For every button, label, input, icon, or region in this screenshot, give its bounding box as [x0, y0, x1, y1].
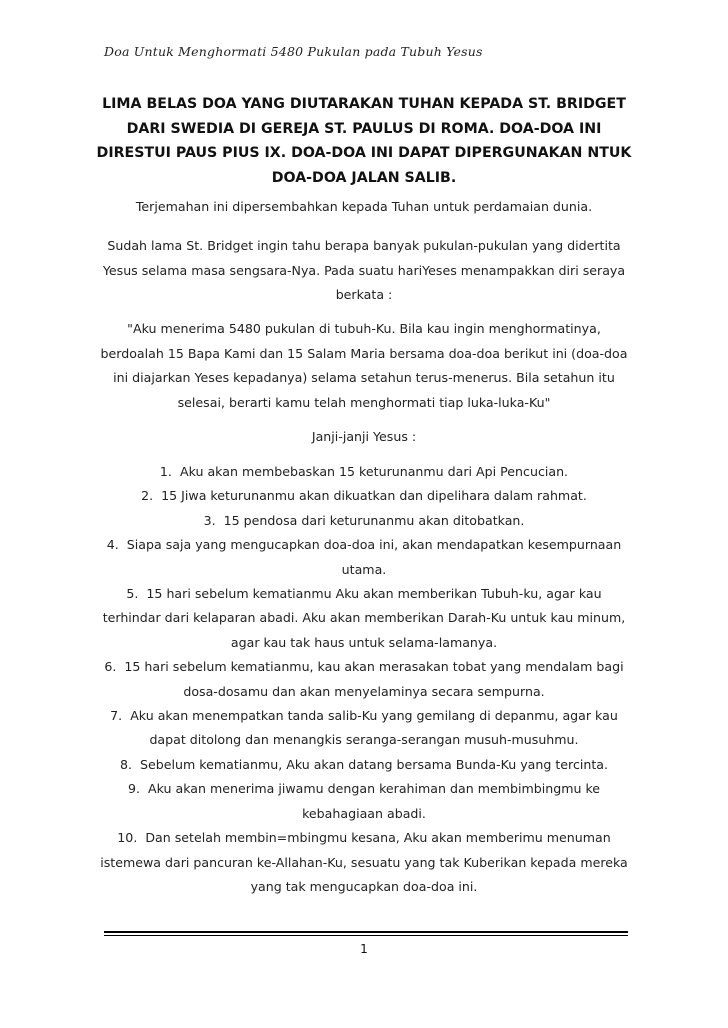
- list-item-text: 15 pendosa dari keturunanmu akan ditobatkan.: [223, 512, 525, 528]
- list-item: [100, 777, 628, 826]
- promises-title: Janji-janji Yesus :: [311, 429, 417, 444]
- list-item: [100, 460, 628, 484]
- page-number: 1: [360, 942, 368, 956]
- running-header: Doa Untuk Menghormati 5480 Pukulan pada Tubuh Yesus: [104, 44, 483, 59]
- list-item: [100, 655, 628, 704]
- list-item: [100, 533, 628, 582]
- list-item: [100, 582, 628, 655]
- list-item-text: 15 Jiwa keturunanmu akan dikuatkan dan dipelihara dalam rahmat.: [161, 488, 587, 504]
- list-item: [100, 509, 628, 533]
- list-item-number: 8.: [119, 756, 132, 772]
- list-item-text: Aku akan menempatkan tanda salib-Ku yang gemilang di depanmu, agar kau dapat ditolong dan menangkis seranga-serangan musuh-musuhmu.: [130, 708, 618, 748]
- list-item-number: 9.: [127, 781, 140, 797]
- list-item-number: 7.: [110, 708, 123, 724]
- list-item-number: 4.: [106, 537, 119, 553]
- list-item-number: 2.: [141, 488, 154, 504]
- list-item-text: 15 hari sebelum kematianmu Aku akan memberikan Tubuh-ku, agar kau terhindar dari kelaparan abadi. Aku akan memberikan Darah-Ku untuk kau minum, agar kau tak haus untuk selama-lamanya.: [102, 586, 626, 650]
- quote-paragraph: "Aku menerima 5480 pukulan di tubuh-Ku. Bila kau ingin menghormatinya, berdoalah 15 Bapa Kami dan 15 Salam Maria bersama doa-doa berikut ini (doa-doa ini diajarkan Yeses kepadanya) selama setahun terus-menerus. Bila setahun itu selesai, berarti kamu telah menghormati tiap luka-luka-Ku": [100, 321, 628, 410]
- list-item: [100, 826, 628, 899]
- list-item: [100, 484, 628, 508]
- dedication-paragraph: Terjemahan ini dipersembahkan kepada Tuhan untuk perdamaian dunia.: [135, 199, 593, 214]
- list-item-number: 1.: [159, 464, 172, 479]
- list-item-number: 6.: [104, 659, 117, 675]
- list-item-text: Dan setelah membin=mbingmu kesana, Aku akan memberimu menuman istemewa dari pancuran ke-Allahan-Ku, sesuatu yang tak Kuberikan kepada mereka yang tak mengucapkan doa-doa ini.: [100, 830, 628, 894]
- list-item-text: Aku akan menerima jiwamu dengan kerahiman dan membimbingmu ke kebahagiaan abadi.: [147, 781, 601, 821]
- footer-divider: [104, 931, 628, 933]
- document-heading: LIMA BELAS DOA YANG DIUTARAKAN TUHAN KEPADA ST. BRIDGET DARI SWEDIA DI GEREJA ST. PAULUS DI ROMA. DOA-DOA INI DIRESTUI PAUS PIUS IX. DOA-DOA INI DAPAT DIPERGUNAKAN NTUK DOA-DOA JALAN SALIB.: [96, 96, 632, 186]
- promises-list: [100, 460, 628, 899]
- list-item: [100, 704, 628, 753]
- list-item: [100, 753, 628, 777]
- list-item-text: Aku akan membebaskan 15 keturunanmu dari Api Pencucian.: [179, 464, 569, 479]
- list-item-text: Siapa saja yang mengucapkan doa-doa ini, akan mendapatkan kesempurnaan utama.: [126, 537, 622, 577]
- list-item-number: 10.: [117, 830, 138, 846]
- footer-divider-thin: [104, 935, 628, 936]
- list-item-text: 15 hari sebelum kematianmu, kau akan merasakan tobat yang mendalam bagi dosa-dosamu dan akan menyelaminya secara sempurna.: [124, 659, 624, 699]
- list-item-text: Sebelum kematianmu, Aku akan datang bersama Bunda-Ku yang tercinta.: [140, 756, 609, 772]
- story-paragraph: Sudah lama St. Bridget ingin tahu berapa banyak pukulan-pukulan yang didertita Yesus selama masa sengsara-Nya. Pada suatu hariYeses menampakkan diri seraya berkata :: [102, 238, 626, 302]
- list-item-number: 5.: [126, 586, 139, 602]
- list-item-number: 3.: [203, 512, 216, 528]
